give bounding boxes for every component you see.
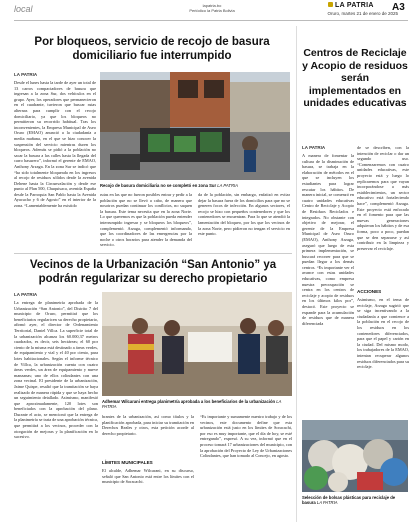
article1-column-1 — [14, 80, 96, 248]
article1-headline: Por bloqueos, servicio de recojo de basura domiciliario fue interrumpido — [34, 36, 270, 62]
header-divider — [14, 20, 408, 21]
section-label: local — [14, 4, 33, 14]
newspaper-logo: LA PATRIA — [328, 2, 374, 9]
article1-column-2 — [100, 192, 192, 248]
article3-column-2b — [102, 468, 194, 522]
article3-subhead: LÍMITES MUNICIPALES — [102, 460, 153, 465]
ceremony-photo — [102, 292, 292, 396]
article3-caption — [102, 399, 292, 409]
website-url: lapatria.bo — [202, 3, 222, 8]
article1-byline: LA PATRIA — [14, 72, 38, 77]
article2-column-2-text: de se describen, con la intención de reciclar o dar un segundo uso. “Comenzaremos con cuatro unidades educativas, este proyecto está y luego lo replicaremos para que vayan incorporándose a más establecimientos, un sector educativo está fortaleciendo hace”, complementó Arzaga. Este proyecto está enfocado en el fomento para que las nuevas generaciones adquieran los hábitos y de esa forma, poco a poco, puedan que se den separarse y así contribuir en la limpieza y preservar el reciclaje. — [357, 145, 409, 251]
article1-column-3-text: da de la población, sin embargo, enfatizó en evitar dejar la basura fuera de los domicilios para que no se generen focos de infección. En algunos sectores, el recojo se hizo con pequeños contenedores y que los contenedores se encuentran. Para lo que se atendió la lamentación del bloqueo, por los que los vecinos de la zona Norte, pero pidieron no tengan el servicio en este punto. — [198, 192, 290, 237]
article3-caption-credit: LA PATRIA — [102, 399, 282, 409]
article2-column-1 — [302, 153, 354, 415]
article2-column-1-text: A manera de fomentar la cultura de la disminución de basura, se trabaja en la elaboración de métodos en el que se incluyen los estudiantes para lograr rescatar los hábitos. De manera inicial, se comenzó en cuatro unidades educativas Centro de Reciclaje y Acopio de Residuos Reciclados e integrados. No obstante con objetivo de mejorar, el gerente de la Empresa Municipal de Aseo Oruro (EMAO), Anthony Arzaga, aseguró que luego de esta primera implementación, se buscará recorrer para que se puedan llegar a los demás centros. “Es importante ver el avance con estas unidades educativas, como empresa nuestra preocupación se centra en los centros de reciclaje y acopio de residuos en los últimos kilos por”, destacó. Este proyecto se expande para la acumulación de residuos que de manera diferenciada — [302, 153, 354, 326]
article2-caption — [302, 495, 408, 505]
garbage-street-photo — [100, 72, 290, 180]
channel-name: Periódico la Patria Bolivia — [189, 8, 235, 13]
article3-column-2 — [102, 414, 194, 456]
article2-caption-credit: LA PATRIA — [316, 500, 338, 505]
article2-caption-text: Selección de bolsas plásticas para reciclaje de basura — [302, 495, 396, 505]
article3-column-1 — [14, 300, 98, 522]
article1-column-2-text: rutas en las que no fueron posibles entrar y pedir a la población que no se llevó a cabo, de manera que nosotros puedan continuar los conflictos, no saquen la basura. Este tema necesita que en la zona Norte. Lo que queremos es que la población pueda entender interrumpido ingresar y se bloqueos los bloqueos”, complementó. Arzaga, complementó informando, que los coordinadores de las emergencias por la noche o otros horarios para atender la demanda del servicio. — [100, 192, 192, 248]
article2-subhead: ACCIONES — [357, 289, 382, 294]
website-info — [182, 3, 242, 13]
article3-column-3-text: “Es importante y sumamente nuestro trabajo y de los vecinos, este documento define que esta urbanización está justo en los límites de Soracachi, por eso es muy importante, que el día de hoy, se esté entregando”, expresó. A su vez, informó que en el proceso tomará 17 urbanizaciones del municipio, con la aprobación del Proyecto de Ley de Urbanizaciones Colindantes, que han tomado al Concejo, en agosto. — [200, 414, 292, 459]
article2-column-2b-text: Asimismo, en el tema de reciclaje, Arzaga sugirió que se siga incentivando a la ciudadanía a que comience a la población en el recojo de los residuos en los contenedores diferenciados, para que el papel y cartón en la ciudad. Del mismo modo, los trabajadores de la EMAO, intentan recuperar algunos residuos diferenciados para su reciclaje. — [357, 297, 409, 370]
article1-photo — [100, 72, 290, 180]
article3-column-1-text: La entrega de planimetría aprobada de la Urbanización “San Antonio”, del Distrito 7 del municipio de Oruro, permitirá que los beneficiarios regularicen su derecho propietario, afirmó ayer, el director de Ordenamiento Territorial, Daniel Villca. La superficie total de la urbanización alcanza los 60.000,37 metros cuadrados, es decir, seis hectáreas; el 60 por ciento de la misma está destinado a áreas verdes, de equipamiento y vial y el 40 por ciento, para lotes habitacionales. Según el informe técnico de Villca, la urbanización cuenta con cuatro áreas verdes, un área de equipamiento y nueve manzanas; uno de ellos colindantes con una zona vecinal. El presidente de la urbanización, Jaime Quispe, resaltó que la tramitación se haya realizado de manera rápida y que se haya hecho un seguimiento detallado. Asimismo, manifestó que aproximadamente, 120 lotes son beneficiados con la aprobación del plano. Durante el acto, se mencionó que la entrega de la planimetría se trata de una aprobación técnica, que permitirá a los vecinos, proceder con la otorgación de mejoras y la planificación en lo sucesivo. — [14, 300, 98, 440]
article3-column-2-text: brantes de la urbanización, así como títulos y la planificación aprobada, para iniciar su tramitación en Derechos Reales y otros, esta petición acorde al derecho propietario. — [102, 414, 194, 436]
article1-caption-text: Recojo de basura domiciliaria no se completó en zona Sur — [100, 183, 217, 188]
issue-date: Oruro, martes 21 de enero de 2025 — [327, 11, 398, 16]
article3-headline: Vecinos de la Urbanización “San Antonio” ya podrán regularizar su derecho propietario — [29, 259, 277, 285]
article2-column-2 — [357, 145, 409, 285]
article1-column-3 — [198, 192, 290, 248]
article3-photo — [102, 292, 292, 396]
article2-byline: LA PATRIA — [302, 145, 326, 150]
article3-caption-text: Adhemar Wilcarani entrega planimetría aprobada a los beneficiarios de la urbanización — [102, 399, 276, 404]
plastic-bags-photo — [302, 420, 408, 492]
article1-column-1-text: Desde el lunes hasta la tarde de ayer un total de 13 carros compactadores de basura que ingresan a la zona Sur, dos vehículos en el grupo. Ayer, los operadores que permanecieron en el cuadrante, tuvieron que buscar rutas alternas para cumplir con el recojo domiciliario, ya que los bloqueos no permitieron su recorrido habitual. Tras los inconvenientes, la Empresa Municipal de Aseo Oruro (EMAO) anunció a la ciudadanía a media mañana, en el que se hizo conocer la suspensión del servicio mientras duren los bloqueos. Además se pidió a la población no sacar la basura a las calles hasta la llegada del carro basurero”, informó el gerente de EMAO, Anthony Arzaga. En la zona Sur se indicó que “ha sido totalmente bloqueada en los ingresos al recojo de residuos sólidos desde la avenida Dehene hasta la Circunvalación y desde ese punto al Plan 500, Chuquisaca, avenida España desde la Parroquia San Pablo hasta la Avenida Ayacucho y 6 de Agosto” en el interior de la zona. “Lamentablemente ha existido — [14, 80, 96, 209]
article2-column-2b — [357, 297, 409, 415]
article3-column-3 — [200, 414, 292, 522]
article2-photo — [302, 420, 408, 492]
article-divider — [14, 253, 292, 254]
article1-caption — [100, 183, 290, 188]
article2-headline: Centros de Reciclaje y Acopio de residuos serán implementados en unidades educativas — [302, 47, 408, 109]
article3-byline: LA PATRIA — [14, 292, 38, 297]
article3-column-2b-text: El alcalde, Adhemar Wilcarani, en su discurso, señaló que San Antonio está entre los límites con el municipio de Soracachi. — [102, 468, 194, 485]
column-divider — [296, 26, 297, 522]
page-number: A3 — [392, 2, 405, 13]
article1-caption-credit: LA PATRIA — [217, 183, 238, 188]
